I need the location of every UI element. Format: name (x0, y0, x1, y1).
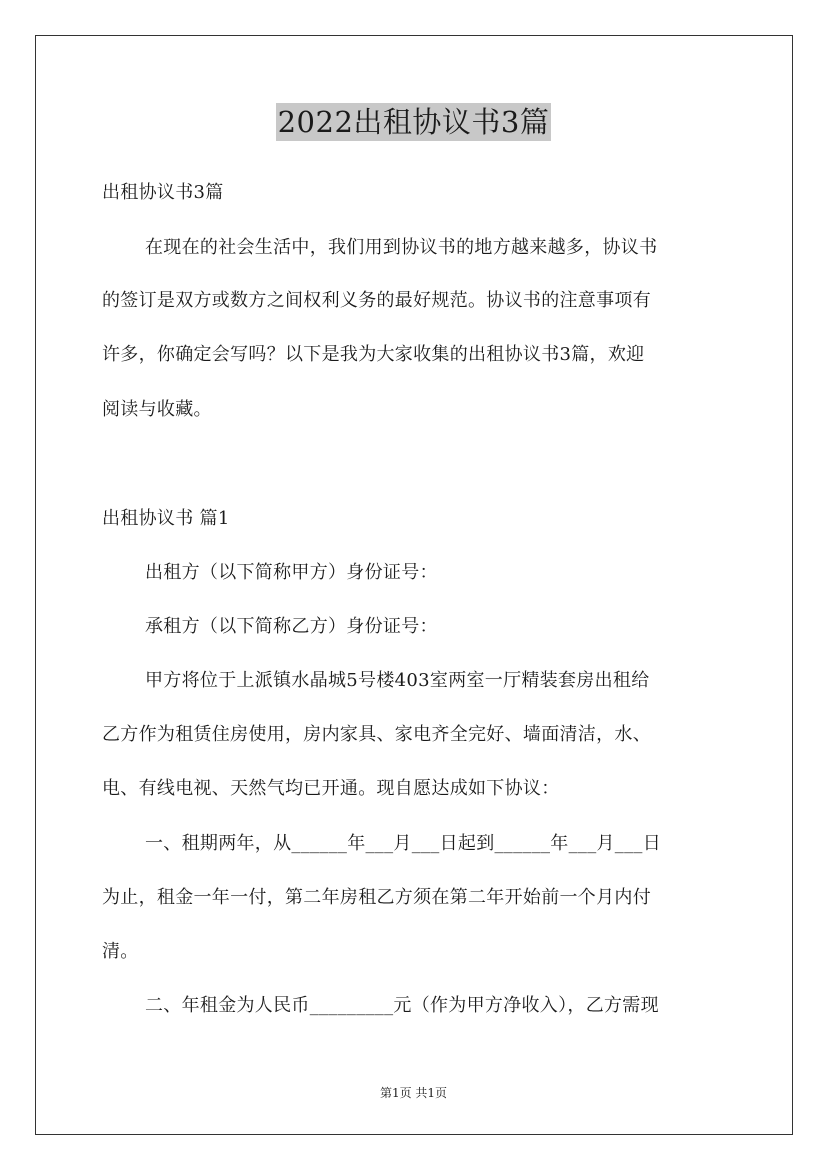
intro-line: 的签订是双方或数方之间权利义务的最好规范。协议书的注意事项有 (102, 290, 651, 311)
section-heading: 出租协议书3篇 (102, 182, 224, 203)
clause-line: 一、租期两年，从______年___月___日起到______年___月___日 (145, 833, 661, 854)
clause-line: 清。 (102, 941, 139, 962)
body-line: 甲方将位于上派镇水晶城5号楼403室两室一厅精装套房出租给 (145, 670, 650, 691)
document-title: 2022出租协议书3篇 (277, 105, 550, 139)
intro-line: 在现在的社会生活中，我们用到协议书的地方越来越多，协议书 (145, 237, 658, 258)
clause-line: 为止，租金一年一付，第二年房租乙方须在第二年开始前一个月内付 (102, 887, 651, 908)
page-number-footer: 第1页 共1页 (379, 1086, 448, 1100)
clause-line: 二、年租金为人民币_________元（作为甲方净收入），乙方需现 (145, 995, 659, 1016)
intro-line: 阅读与收藏。 (102, 399, 212, 420)
body-line: 乙方作为租赁住房使用，房内家具、家电齐全完好、墙面清洁，水、 (102, 724, 651, 745)
lessee-line: 承租方（以下简称乙方）身份证号： (145, 616, 438, 637)
agreement-heading: 出租协议书 篇1 (102, 508, 230, 529)
lessor-line: 出租方（以下简称甲方）身份证号： (145, 562, 438, 583)
intro-line: 许多，你确定会写吗？以下是我为大家收集的出租协议书3篇，欢迎 (102, 344, 645, 365)
title-container (0, 103, 827, 141)
body-line: 电、有线电视、天然气均已开通。现自愿达成如下协议： (102, 778, 560, 799)
